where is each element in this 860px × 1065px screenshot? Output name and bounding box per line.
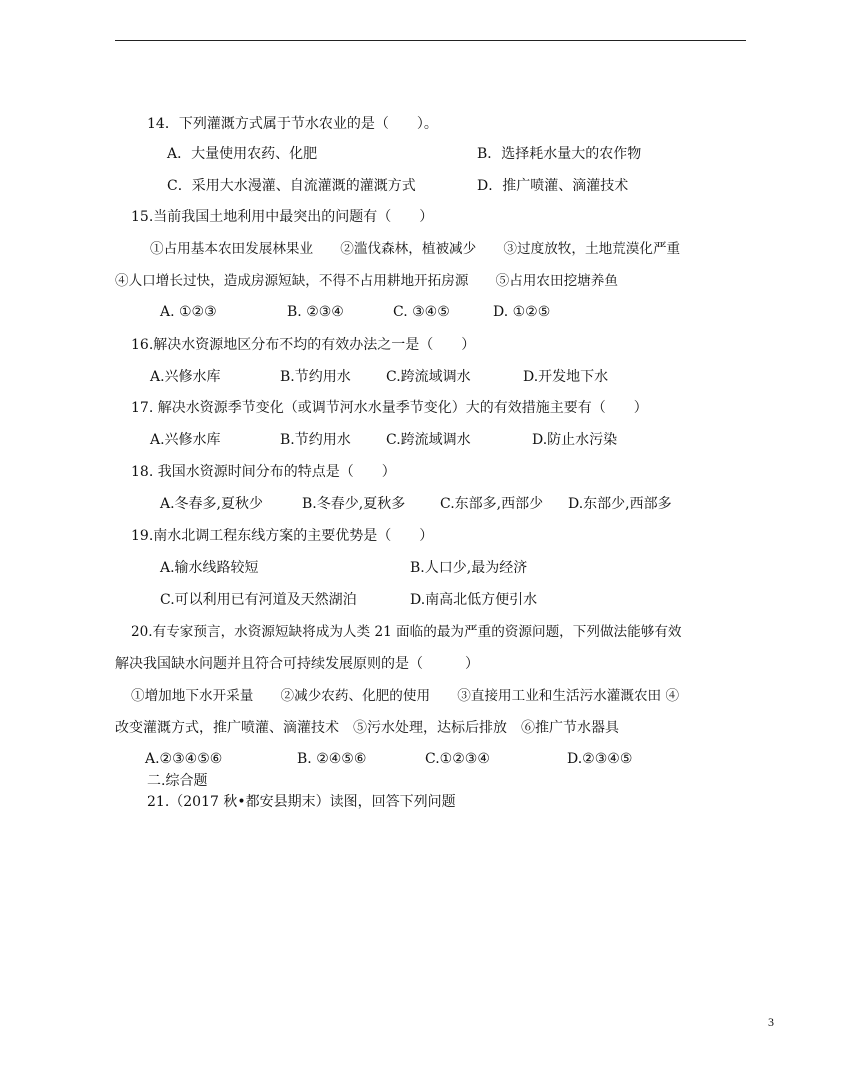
q14-option-b: B．选择耗水量大的农作物 bbox=[477, 146, 642, 162]
q20-option-a: A.②③④⑤⑥ bbox=[145, 751, 223, 767]
q16-option-c: C.跨流域调水 bbox=[386, 369, 471, 385]
q16-stem: 16.解决水资源地区分布不均的有效办法之一是（ ） bbox=[131, 337, 476, 353]
q15-option-d: D. ①②⑤ bbox=[493, 304, 551, 320]
q16-option-a: A.兴修水库 bbox=[150, 369, 221, 385]
q14-option-a: A．大量使用农药、化肥 bbox=[167, 146, 318, 162]
q15-stem: 15.当前我国土地利用中最突出的问题有（ ） bbox=[131, 209, 434, 225]
q19-option-d: D.南高北低方便引水 bbox=[410, 592, 538, 608]
q16-option-d: D.开发地下水 bbox=[523, 369, 609, 385]
q18-stem: 18. 我国水资源时间分布的特点是（ ） bbox=[131, 464, 396, 480]
q14-stem: 14．下列灌溉方式属于节水农业的是（ ）。 bbox=[147, 116, 438, 132]
q15-statements-line1: ①占用基本农田发展林果业 ②滥伐森林，植被减少 ③过度放牧，土地荒漠化严重 bbox=[150, 241, 681, 257]
q16-option-b: B.节约用水 bbox=[280, 369, 351, 385]
q19-stem: 19.南水北调工程东线方案的主要优势是（ ） bbox=[131, 528, 434, 544]
q19-option-a: A.输水线路较短 bbox=[160, 560, 259, 576]
q20-stem-line1: 20.有专家预言，水资源短缺将成为人类 21 面临的最为严重的资源问题，下列做法能够有效 bbox=[131, 624, 682, 640]
q17-option-d: D.防止水污染 bbox=[532, 432, 618, 448]
q15-option-b: B. ②③④ bbox=[287, 304, 344, 320]
q21-stem: 21.（2017 秋•都安县期末）读图，回答下列问题 bbox=[147, 794, 456, 810]
q18-option-a: A.冬春多,夏秋少 bbox=[160, 496, 264, 512]
q20-statements-line1: ①增加地下水开采量 ②减少农药、化肥的使用 ③直接用工业和生活污水灌溉农田 ④ bbox=[131, 688, 680, 704]
q15-option-c: C. ③④⑤ bbox=[393, 304, 450, 320]
q20-option-c: C.①②③④ bbox=[425, 751, 490, 767]
q20-stem-line2: 解决我国缺水问题并且符合可持续发展原则的是（ ） bbox=[115, 656, 479, 672]
q19-option-c: C.可以利用已有河道及天然湖泊 bbox=[160, 592, 357, 608]
q14-option-c: C．采用大水漫灌、自流灌溉的灌溉方式 bbox=[167, 178, 416, 194]
q20-option-b: B. ②④⑤⑥ bbox=[297, 751, 367, 767]
q14-option-d: D．推广喷灌、滴灌技术 bbox=[477, 178, 629, 194]
q18-option-b: B.冬春少,夏秋多 bbox=[302, 496, 406, 512]
q18-option-c: C.东部多,西部少 bbox=[440, 496, 544, 512]
page-number: 3 bbox=[768, 1015, 774, 1029]
q17-option-c: C.跨流域调水 bbox=[386, 432, 471, 448]
q17-option-a: A.兴修水库 bbox=[150, 432, 221, 448]
q17-stem: 17. 解决水资源季节变化（或调节河水水量季节变化）大的有效措施主要有（ ） bbox=[131, 400, 648, 416]
q20-statements-line2: 改变灌溉方式，推广喷灌、滴灌技术 ⑤污水处理，达标后排放 ⑥推广节水器具 bbox=[115, 720, 619, 736]
q15-statements-line2: ④人口增长过快，造成房源短缺，不得不占用耕地开拓房源 ⑤占用农田挖塘养鱼 bbox=[115, 273, 618, 289]
q17-option-b: B.节约用水 bbox=[280, 432, 351, 448]
section-heading: 二.综合题 bbox=[147, 773, 208, 789]
q18-option-d: D.东部少,西部多 bbox=[568, 496, 672, 512]
q19-option-b: B.人口少,最为经济 bbox=[410, 560, 528, 576]
q20-option-d: D.②③④⑤ bbox=[567, 751, 633, 767]
q15-option-a: A. ①②③ bbox=[160, 304, 217, 320]
header-rule bbox=[115, 40, 746, 41]
